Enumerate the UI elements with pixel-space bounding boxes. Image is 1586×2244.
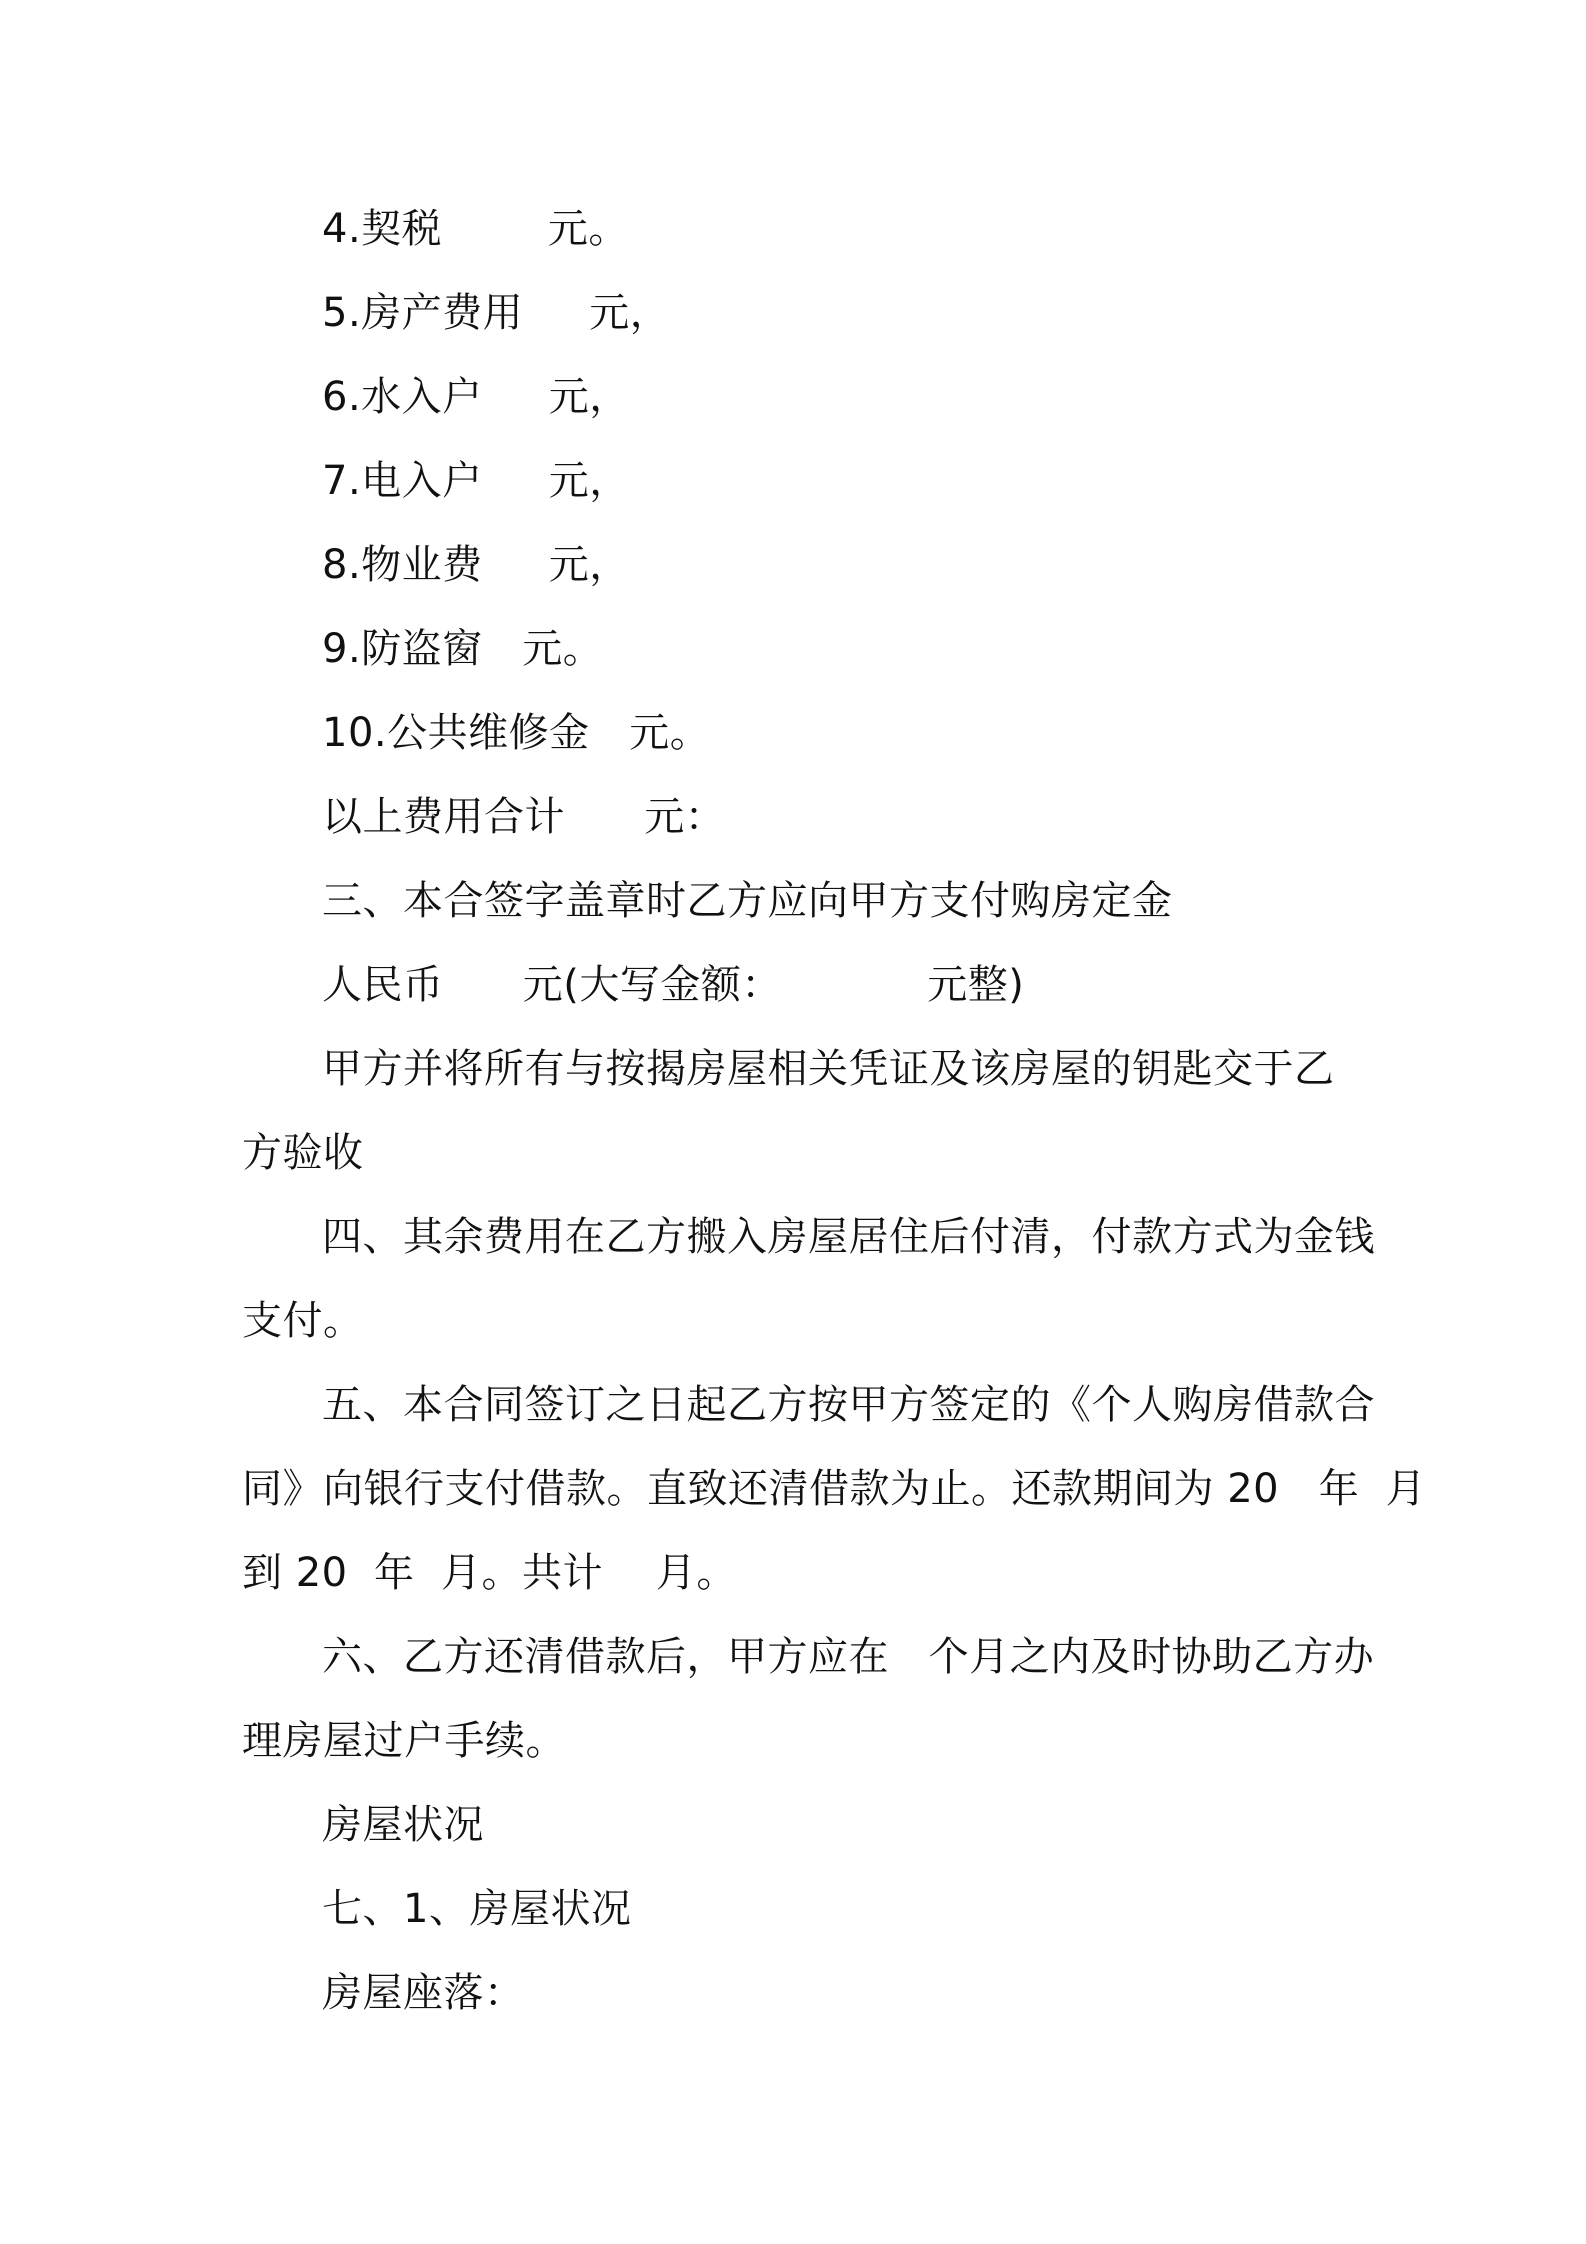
section-6-line-2: 理房屋过户手续。 <box>242 1718 566 1764</box>
section-5-line-3: 到 20 年 月。共计 月。 <box>242 1550 737 1596</box>
fee-item-water: 6.水入户 元， <box>322 374 630 420</box>
section-3-line-3: 甲方并将所有与按揭房屋相关凭证及该房屋的钥匙交于乙 <box>322 1046 1335 1092</box>
section-3-line-4: 方验收 <box>242 1130 364 1176</box>
section-3-line-1: 三、本合签字盖章时乙方应向甲方支付购房定金 <box>322 878 1173 924</box>
fee-item-property-fee: 5.房产费用 元， <box>322 290 671 336</box>
section-7-title: 七、1、房屋状况 <box>322 1886 632 1932</box>
fee-item-deed-tax: 4.契税 元。 <box>322 206 629 252</box>
fee-item-maintenance-fund: 10.公共维修金 元。 <box>322 710 711 756</box>
section-4-line-1: 四、其余费用在乙方搬入房屋居住后付清，付款方式为金钱 <box>322 1214 1375 1260</box>
section-5-line-2: 同》向银行支付借款。直致还清借款为止。还款期间为 20 年 月 <box>242 1466 1427 1512</box>
fee-total: 以上费用合计 元： <box>322 794 726 840</box>
section-3-line-2: 人民币 元(大写金额： 元整) <box>322 962 1025 1008</box>
house-status-heading: 房屋状况 <box>322 1802 484 1848</box>
fee-item-anti-theft-window: 9.防盗窗 元。 <box>322 626 604 672</box>
fee-item-electricity: 7.电入户 元， <box>322 458 630 504</box>
section-6-line-1: 六、乙方还清借款后，甲方应在 个月之内及时协助乙方办 <box>322 1634 1375 1680</box>
section-4-line-2: 支付。 <box>242 1298 364 1344</box>
section-5-line-1: 五、本合同签订之日起乙方按甲方签定的《个人购房借款合 <box>322 1382 1375 1428</box>
fee-item-management: 8.物业费 元， <box>322 542 630 588</box>
house-location-label: 房屋座落： <box>322 1970 525 2016</box>
